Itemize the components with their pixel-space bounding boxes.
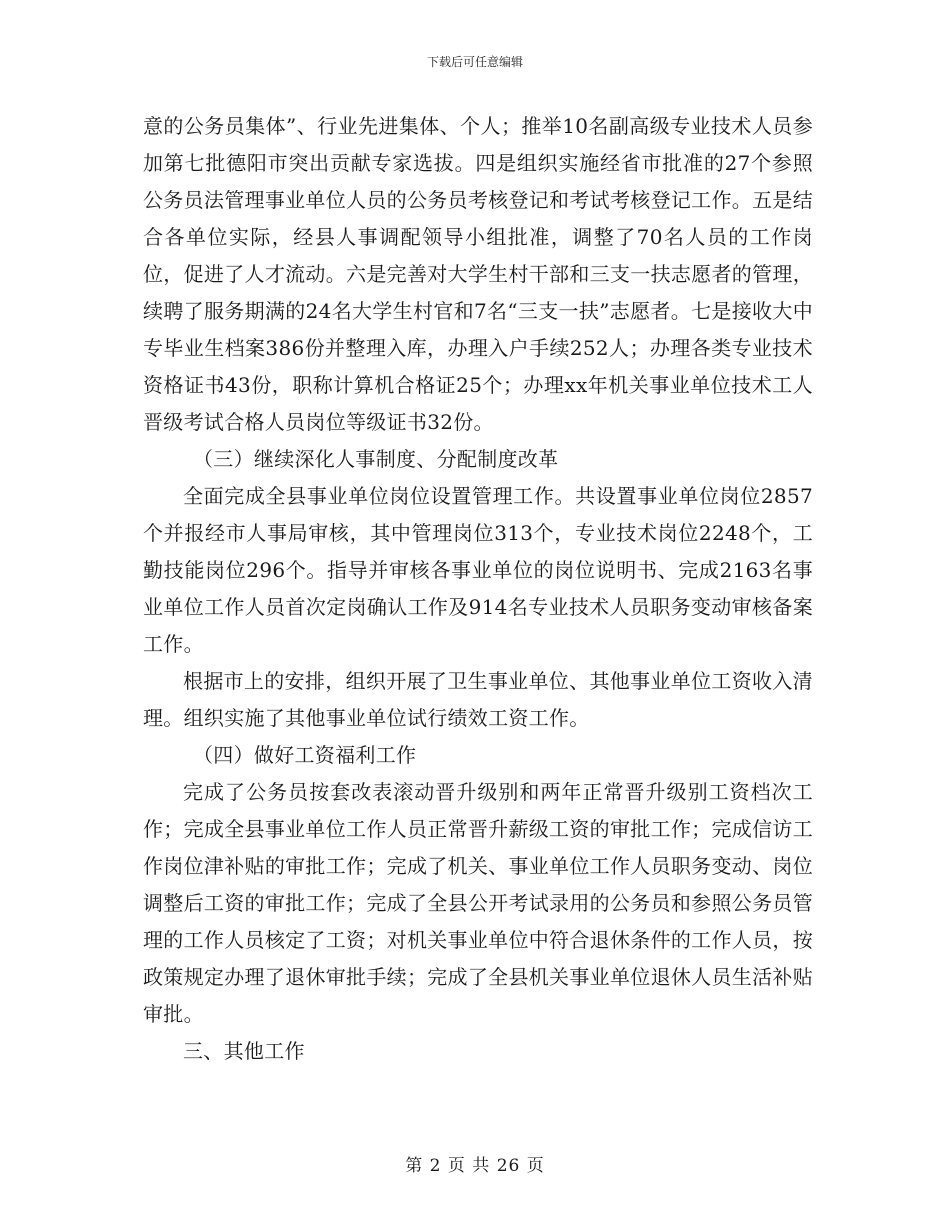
paragraph-continuation: 意的公务员集体”、行业先进集体、个人；推举10名副高级专业技术人员参加第七批德阳市突出贡献专家选拔。四是组织实施经省市批准的27个参照公务员法管理事业单位人员的公务员考核登记和考试考核登记工作。五是结合各单位实际，经县人事调配领导小组批准，调整了70名人员的工作岗位，促进了人才流动。六是完善对大学生村干部和三支一扶志愿者的管理，续聘了服务期满的24名大学生村官和7名“三支一扶”志愿者。七是接收大中专毕业生档案386份并整理入库，办理入户手续252人；办理各类专业技术资格证书43份，职称计算机合格证25个；办理xx年机关事业单位技术工人晋级考试合格人员岗位等级证书32份。	[143, 114, 813, 434]
page-footer: 第 2 页 共 26 页	[405, 1156, 545, 1176]
page-header: 下载后可任意编辑	[426, 55, 523, 69]
document-body	[143, 108, 813, 1070]
section-heading-other-work: 三、其他工作	[183, 1039, 305, 1063]
paragraph-salary-cleanup: 根据市上的安排，组织开展了卫生事业单位、其他事业单位工资收入清理。组织实施了其他事业单位试行绩效工资工作。	[143, 669, 813, 730]
section-heading-3: （三）继续深化人事制度、分配制度改革	[193, 447, 559, 471]
paragraph-post-setting: 全面完成全县事业单位岗位设置管理工作。共设置事业单位岗位2857个并报经市人事局审核，其中管理岗位313个，专业技术岗位2248个，工勤技能岗位296个。指导并审核各事业单位的岗位说明书、完成2163名事业单位工作人员首次定岗确认工作及914名专业技术人员职务变动审核备案工作。	[143, 484, 813, 656]
paragraph-wage-welfare: 完成了公务员按套改表滚动晋升级别和两年正常晋升级别工资档次工作；完成全县事业单位工作人员正常晋升薪级工资的审批工作；完成信访工作岗位津补贴的审批工作；完成了机关、事业单位工作人员职务变动、岗位调整后工资的审批工作；完成了全县公开考试录用的公务员和参照公务员管理的工作人员核定了工资；对机关事业单位中符合退休条件的工作人员，按政策规定办理了退休审批手续；完成了全县机关事业单位退休人员生活补贴审批。	[143, 780, 813, 1026]
section-heading-4: （四）做好工资福利工作	[193, 743, 417, 767]
